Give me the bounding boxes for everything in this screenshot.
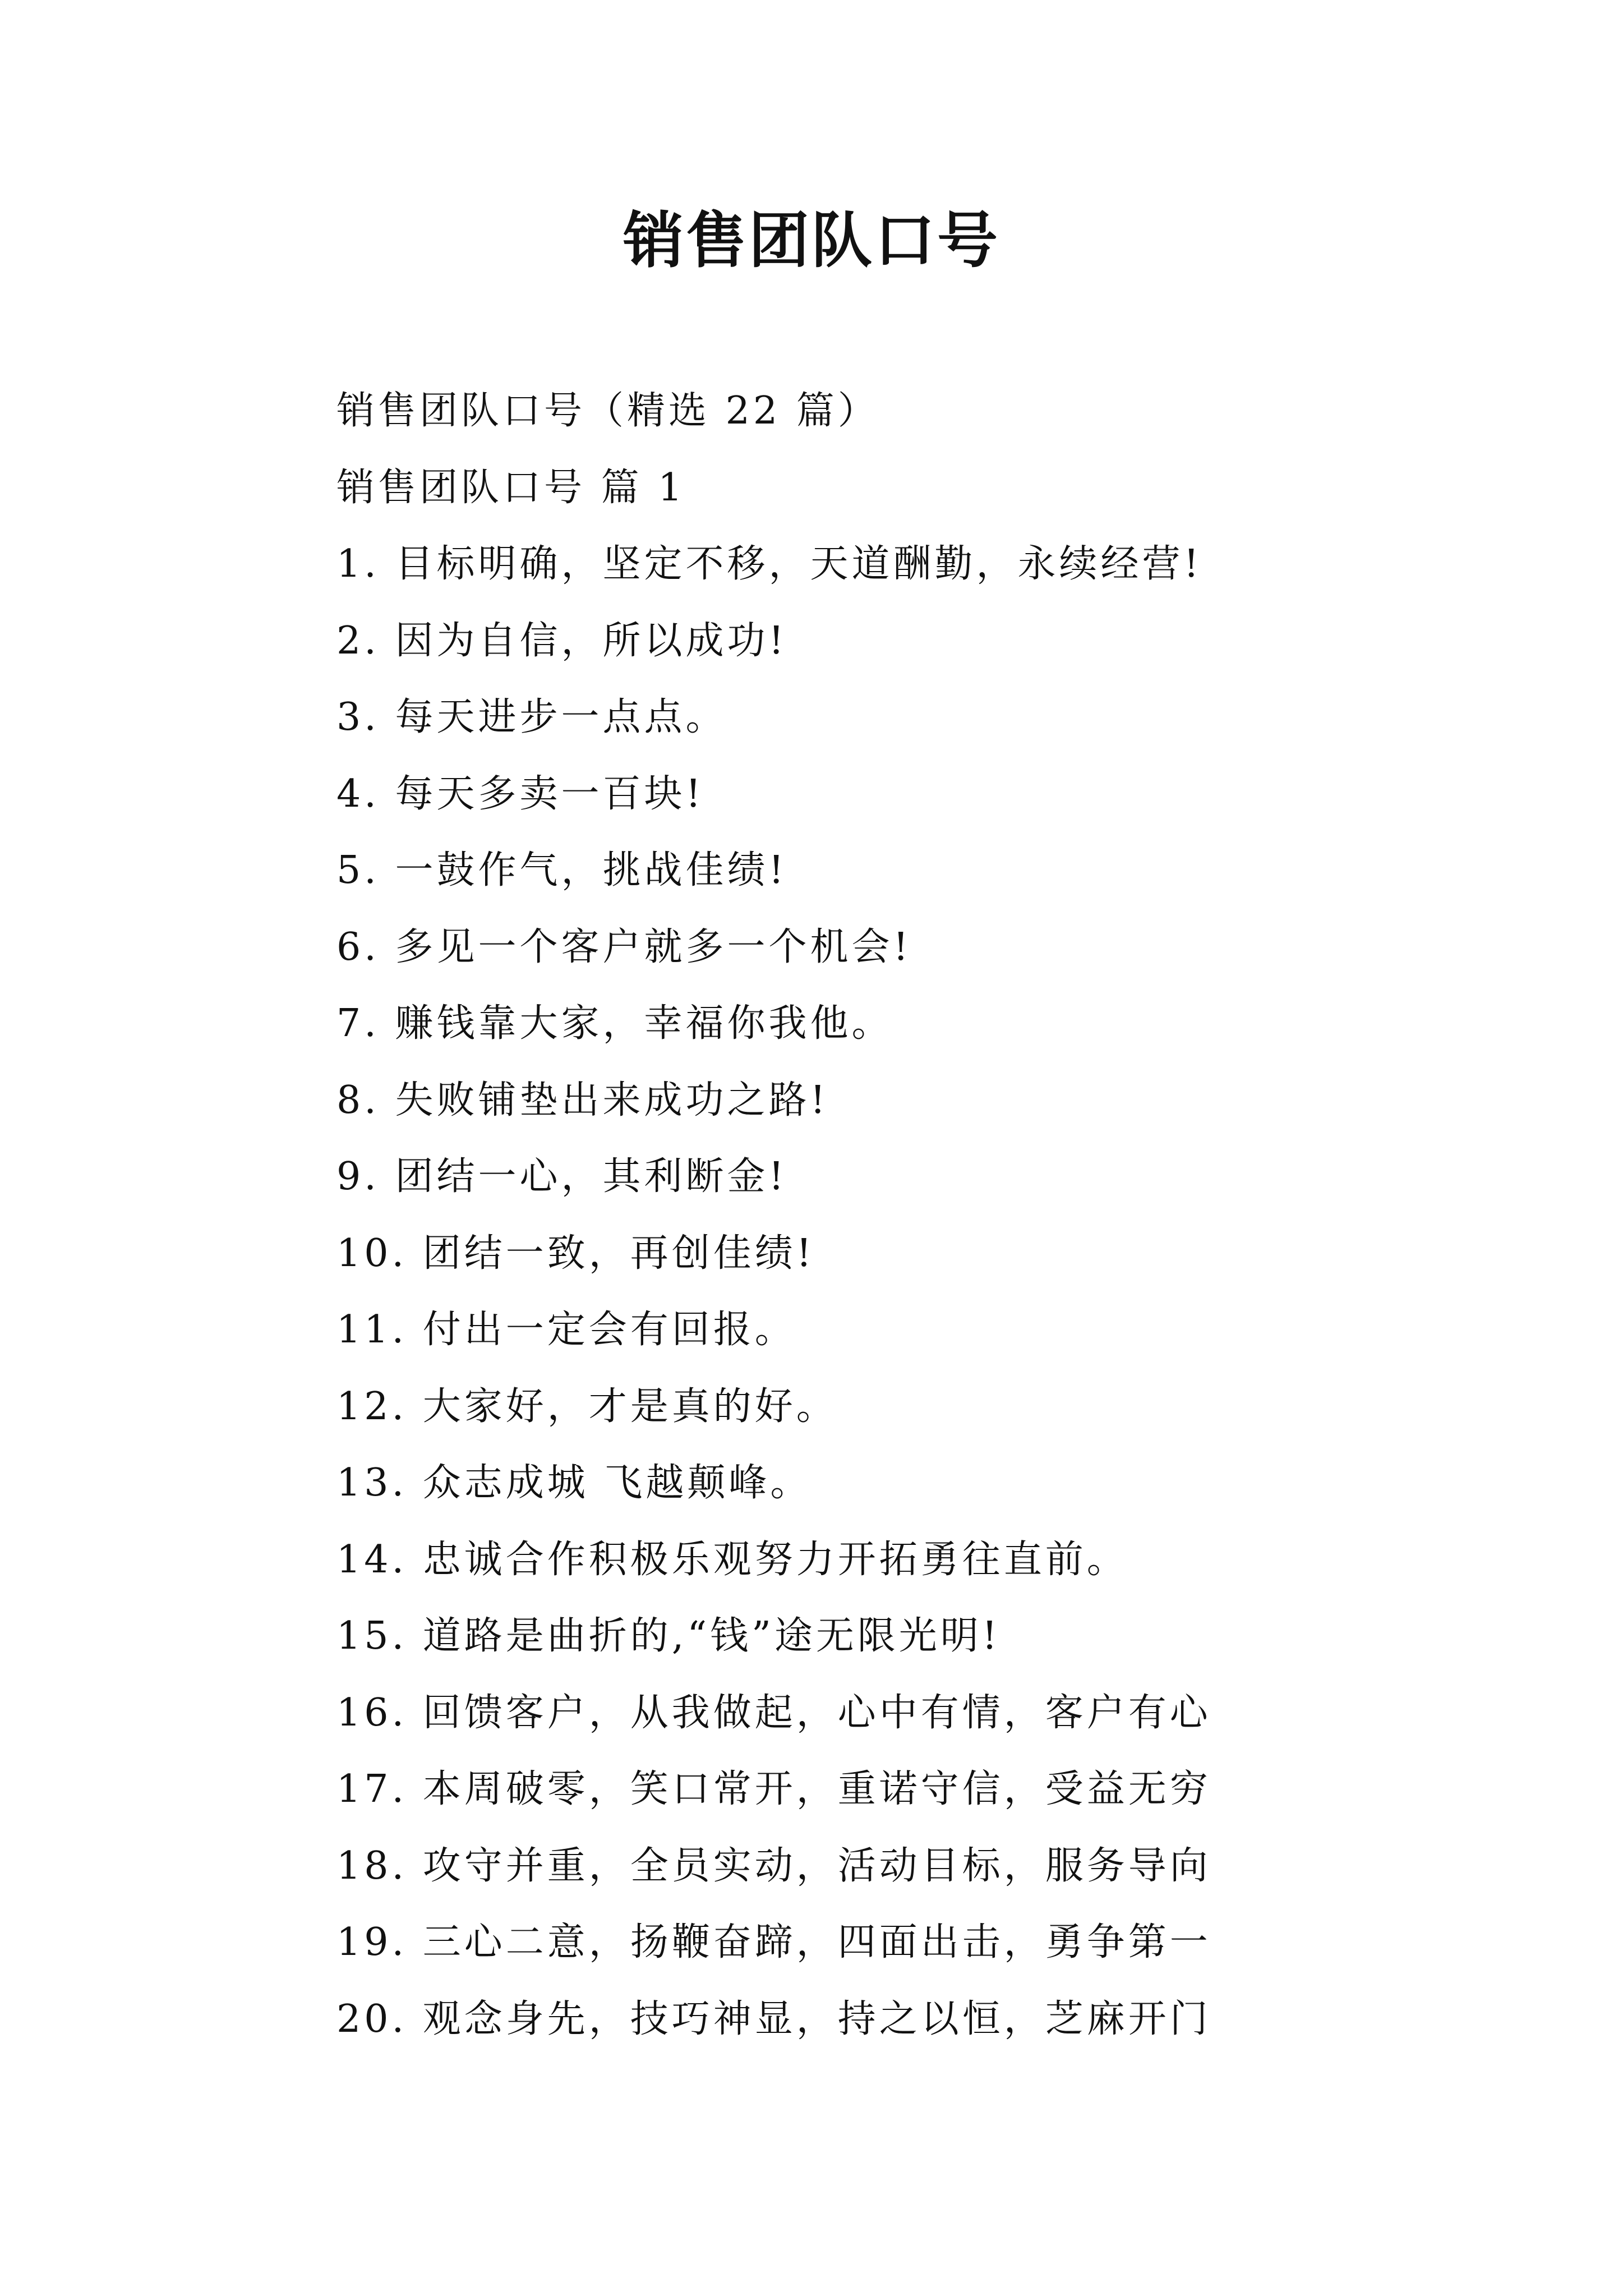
list-item: 20. 观念身先，技巧神显，持之以恒，芝麻开门: [336, 1996, 1211, 2041]
list-item: 19. 三心二意，扬鞭奋蹄，四面出击，勇争第一: [336, 1920, 1211, 1964]
list-item: 3. 每天进步一点点。: [336, 695, 727, 739]
list-item: 16. 回馈客户，从我做起，心中有情，客户有心: [336, 1690, 1211, 1735]
list-item: 4. 每天多卖一百块!: [336, 771, 704, 816]
list-item: 8. 失败铺垫出来成功之路!: [336, 1078, 829, 1122]
document-body: [336, 373, 1458, 2058]
list-item: 15. 道路是曲折的,“钱”途无限光明!: [336, 1614, 1001, 1658]
list-item: 6. 多见一个客户就多一个机会!: [336, 924, 912, 969]
section-heading: 销售团队口号 篇 1: [336, 465, 686, 510]
list-item: 13. 众志成城 飞越颠峰。: [336, 1461, 812, 1505]
list-item: 14. 忠诚合作积极乐观努力开拓勇往直前。: [336, 1537, 1128, 1582]
list-item: 9. 团结一心，其利断金!: [336, 1154, 787, 1199]
list-item: 11. 付出一定会有回报。: [336, 1308, 796, 1352]
list-item: 2. 因为自信，所以成功!: [336, 618, 787, 663]
subtitle: 销售团队口号（精选 22 篇）: [336, 389, 879, 433]
document-title: 销售团队口号: [623, 206, 1000, 276]
list-item: 18. 攻守并重，全员实动，活动目标，服务导向: [336, 1843, 1211, 1888]
list-item: 10. 团结一致，再创佳绩!: [336, 1231, 815, 1276]
list-item: 17. 本周破零，笑口常开，重诺守信，受益无穷: [336, 1767, 1211, 1811]
list-item: 12. 大家好，才是真的好。: [336, 1384, 838, 1429]
list-item: 5. 一鼓作气，挑战佳绩!: [336, 848, 787, 892]
list-item: 7. 赚钱靠大家，幸福你我他。: [336, 1001, 893, 1046]
list-item: 1. 目标明确，坚定不移，天道酬勤，永续经营!: [336, 542, 1202, 586]
